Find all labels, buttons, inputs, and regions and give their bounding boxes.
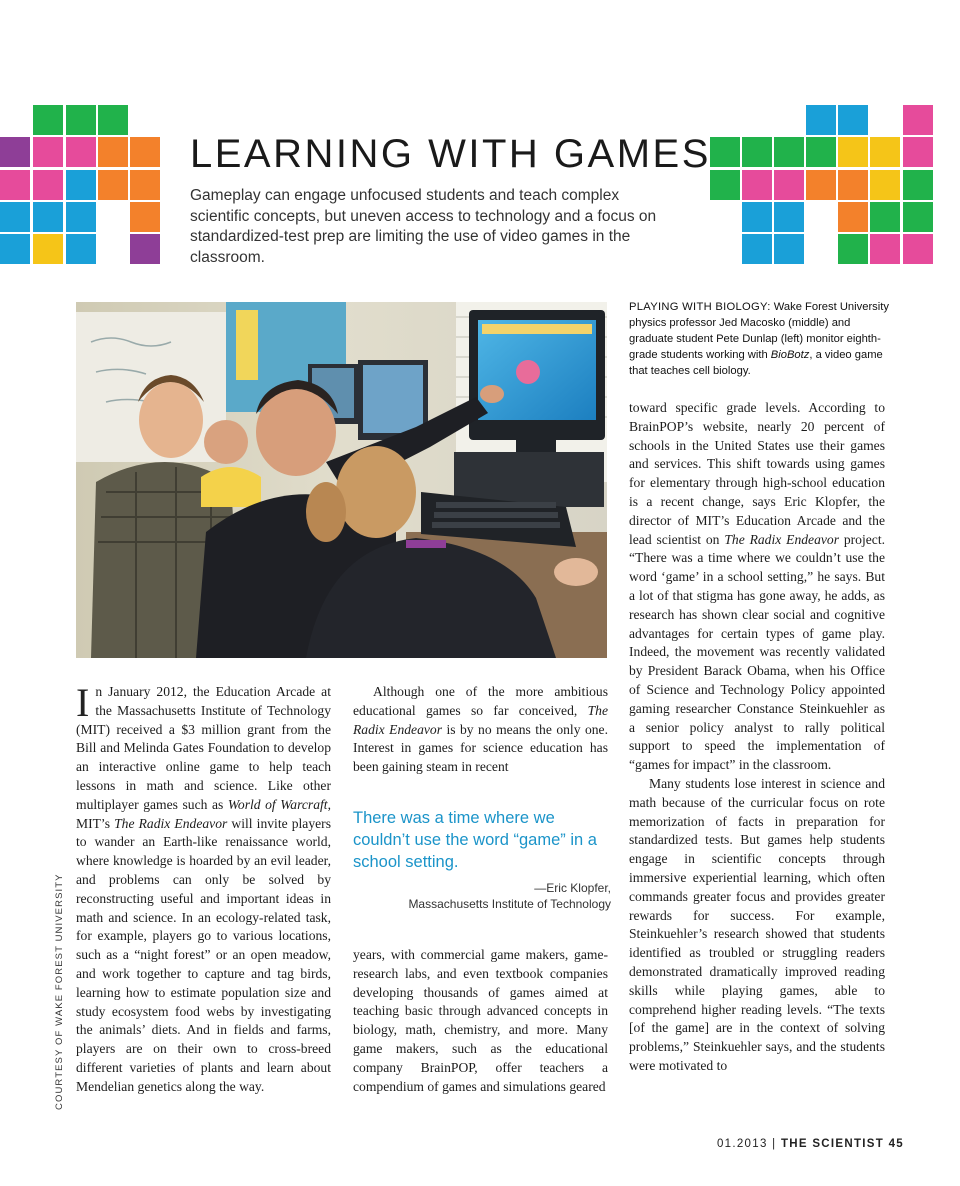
article-photo: [76, 302, 607, 658]
photo-credit: COURTESY OF WAKE FOREST UNIVERSITY: [54, 873, 65, 1110]
text-run: Although one of the more ambitious educational games so far conceived,: [353, 684, 608, 718]
caption-game-title: BioBotz: [770, 349, 810, 361]
caption-lead: PLAYING WITH BIOLOGY:: [629, 301, 771, 313]
body-column-2-bottom: [353, 946, 608, 1096]
paragraph: years, with commercial game makers, game-research labs, and even textbook companies developing thousands of games aimed at teaching basic through advanced concepts in biology, math, chemistry, and more. Many game makers, such as the educational company BrainPOP, offer teachers a compendium of games and simulations geared: [353, 947, 608, 1094]
pull-quote-text: There was a time where we couldn’t use the word “game” in a school setting.: [353, 809, 597, 871]
body-column-2-top: [353, 683, 608, 777]
pull-quote: [353, 807, 611, 912]
caption-text-1: Wake Forest University physics professor Jed Macosko (middle) and graduate student Pete Dunlap (left) monitor eighth-grade students working with: [629, 301, 889, 361]
pull-quote-attribution: [353, 881, 611, 912]
text-run: is by no means the only one. Interest in games for science education has been gaining steam in recent: [353, 721, 608, 775]
paragraph: Many students lose interest in science and math because of the curricular focus on rote memorization of facts in preparation for standardized tests. But games help students engage in scientific concepts through immersive experiential learning, which often commands greater focus and provides greater rewards for success. For example, Steinkuehler’s research showed that students identified as troubled or struggling readers demonstrated dramatically improved reading skills while playing games, able to comprehend higher reading levels. “The texts [of the game] are in the context of solving problems,” Steinkuehler says, and the students were motivated to: [629, 775, 885, 1073]
footer-separator: |: [772, 1138, 777, 1150]
drop-cap: I: [76, 680, 90, 725]
paragraph-intro: [76, 680, 331, 1097]
publication-name: THE SCIENTIST: [780, 1138, 885, 1150]
caption-text-2: , a video game that teaches cell biology.: [629, 349, 883, 377]
text-run: toward specific grade levels. According to BrainPOP’s website, nearly 20 percent of schools in the United States use their games and services. This shift towards using games for elementary through high-school education is a recent change, says Eric Klopfer, the director of MIT’s Education Arcade and the lead scientist on: [629, 400, 885, 547]
paragraph: [353, 683, 608, 777]
body-column-1: [76, 680, 331, 1097]
body-column-3: [629, 399, 885, 1076]
title-world-of-warcraft: World of Warcraft: [227, 796, 328, 812]
page-number: 45: [888, 1138, 904, 1150]
title-radix-endeavor: The Radix Endeavor: [114, 815, 228, 831]
pull-quote-affiliation: Massachusetts Institute of Technology: [408, 896, 611, 911]
article-title: LEARNING WITH GAMES: [190, 132, 711, 176]
title-radix-endeavor: The Radix Endeavor: [724, 531, 839, 547]
page-footer: [717, 1138, 904, 1150]
article-deck: Gameplay can engage unfocused students and teach complex scientific concepts, but uneven access to technology and a focus on standardized-test prep are limiting the use of video games in the classroom.: [190, 187, 657, 266]
paragraph: [629, 399, 885, 775]
issue-date: 01.2013: [716, 1138, 768, 1150]
text-run: will invite players to wander an Earth-like renaissance world, where knowledge is hoarded by an evil leader, and problems can only be solved by reconstructing useful and important ideas in math and science. In an ecology-related task, for example, players go to various locations, such as a “night forest” or an open meadow, and work together to capture and tag birds, learning how to estimate population size and study ecosystem food webs by investigating the animals’ diets. And in fields and farms, players are on their own to cross-breed different varieties of plants and learn about Mendelian genetics along the way.: [76, 815, 331, 1094]
title-radix-endeavor: The Radix Endeavor: [353, 702, 608, 737]
pull-quote-author: —Eric Klopfer,: [534, 881, 611, 895]
text-run: project. “There was a time where we couldn’t use the word ‘game’ in a school setting,” he says. But a lot of that stigma has gone away, he adds, as research has shown clear social and cognitive advantages for certain types of game play. Indeed, the movement was recently validated by President Barack Obama, when his Office of Science and Technology Policy appointed gaming researcher Constance Steinkuehler as a senior policy analyst to rally political support to speed the implementation of “games for impact” in the classroom.: [629, 531, 885, 773]
text-run: , MIT’s: [76, 796, 331, 831]
photo-caption: [629, 299, 891, 379]
text-run: n January 2012, the Education Arcade at the Massachusetts Institute of Technology (MIT) received a $3 million grant from the Bill and Melinda Gates Foundation to develop an interactive online game to help teach lessons in math and science. Like other multiplayer games such as: [76, 684, 331, 812]
